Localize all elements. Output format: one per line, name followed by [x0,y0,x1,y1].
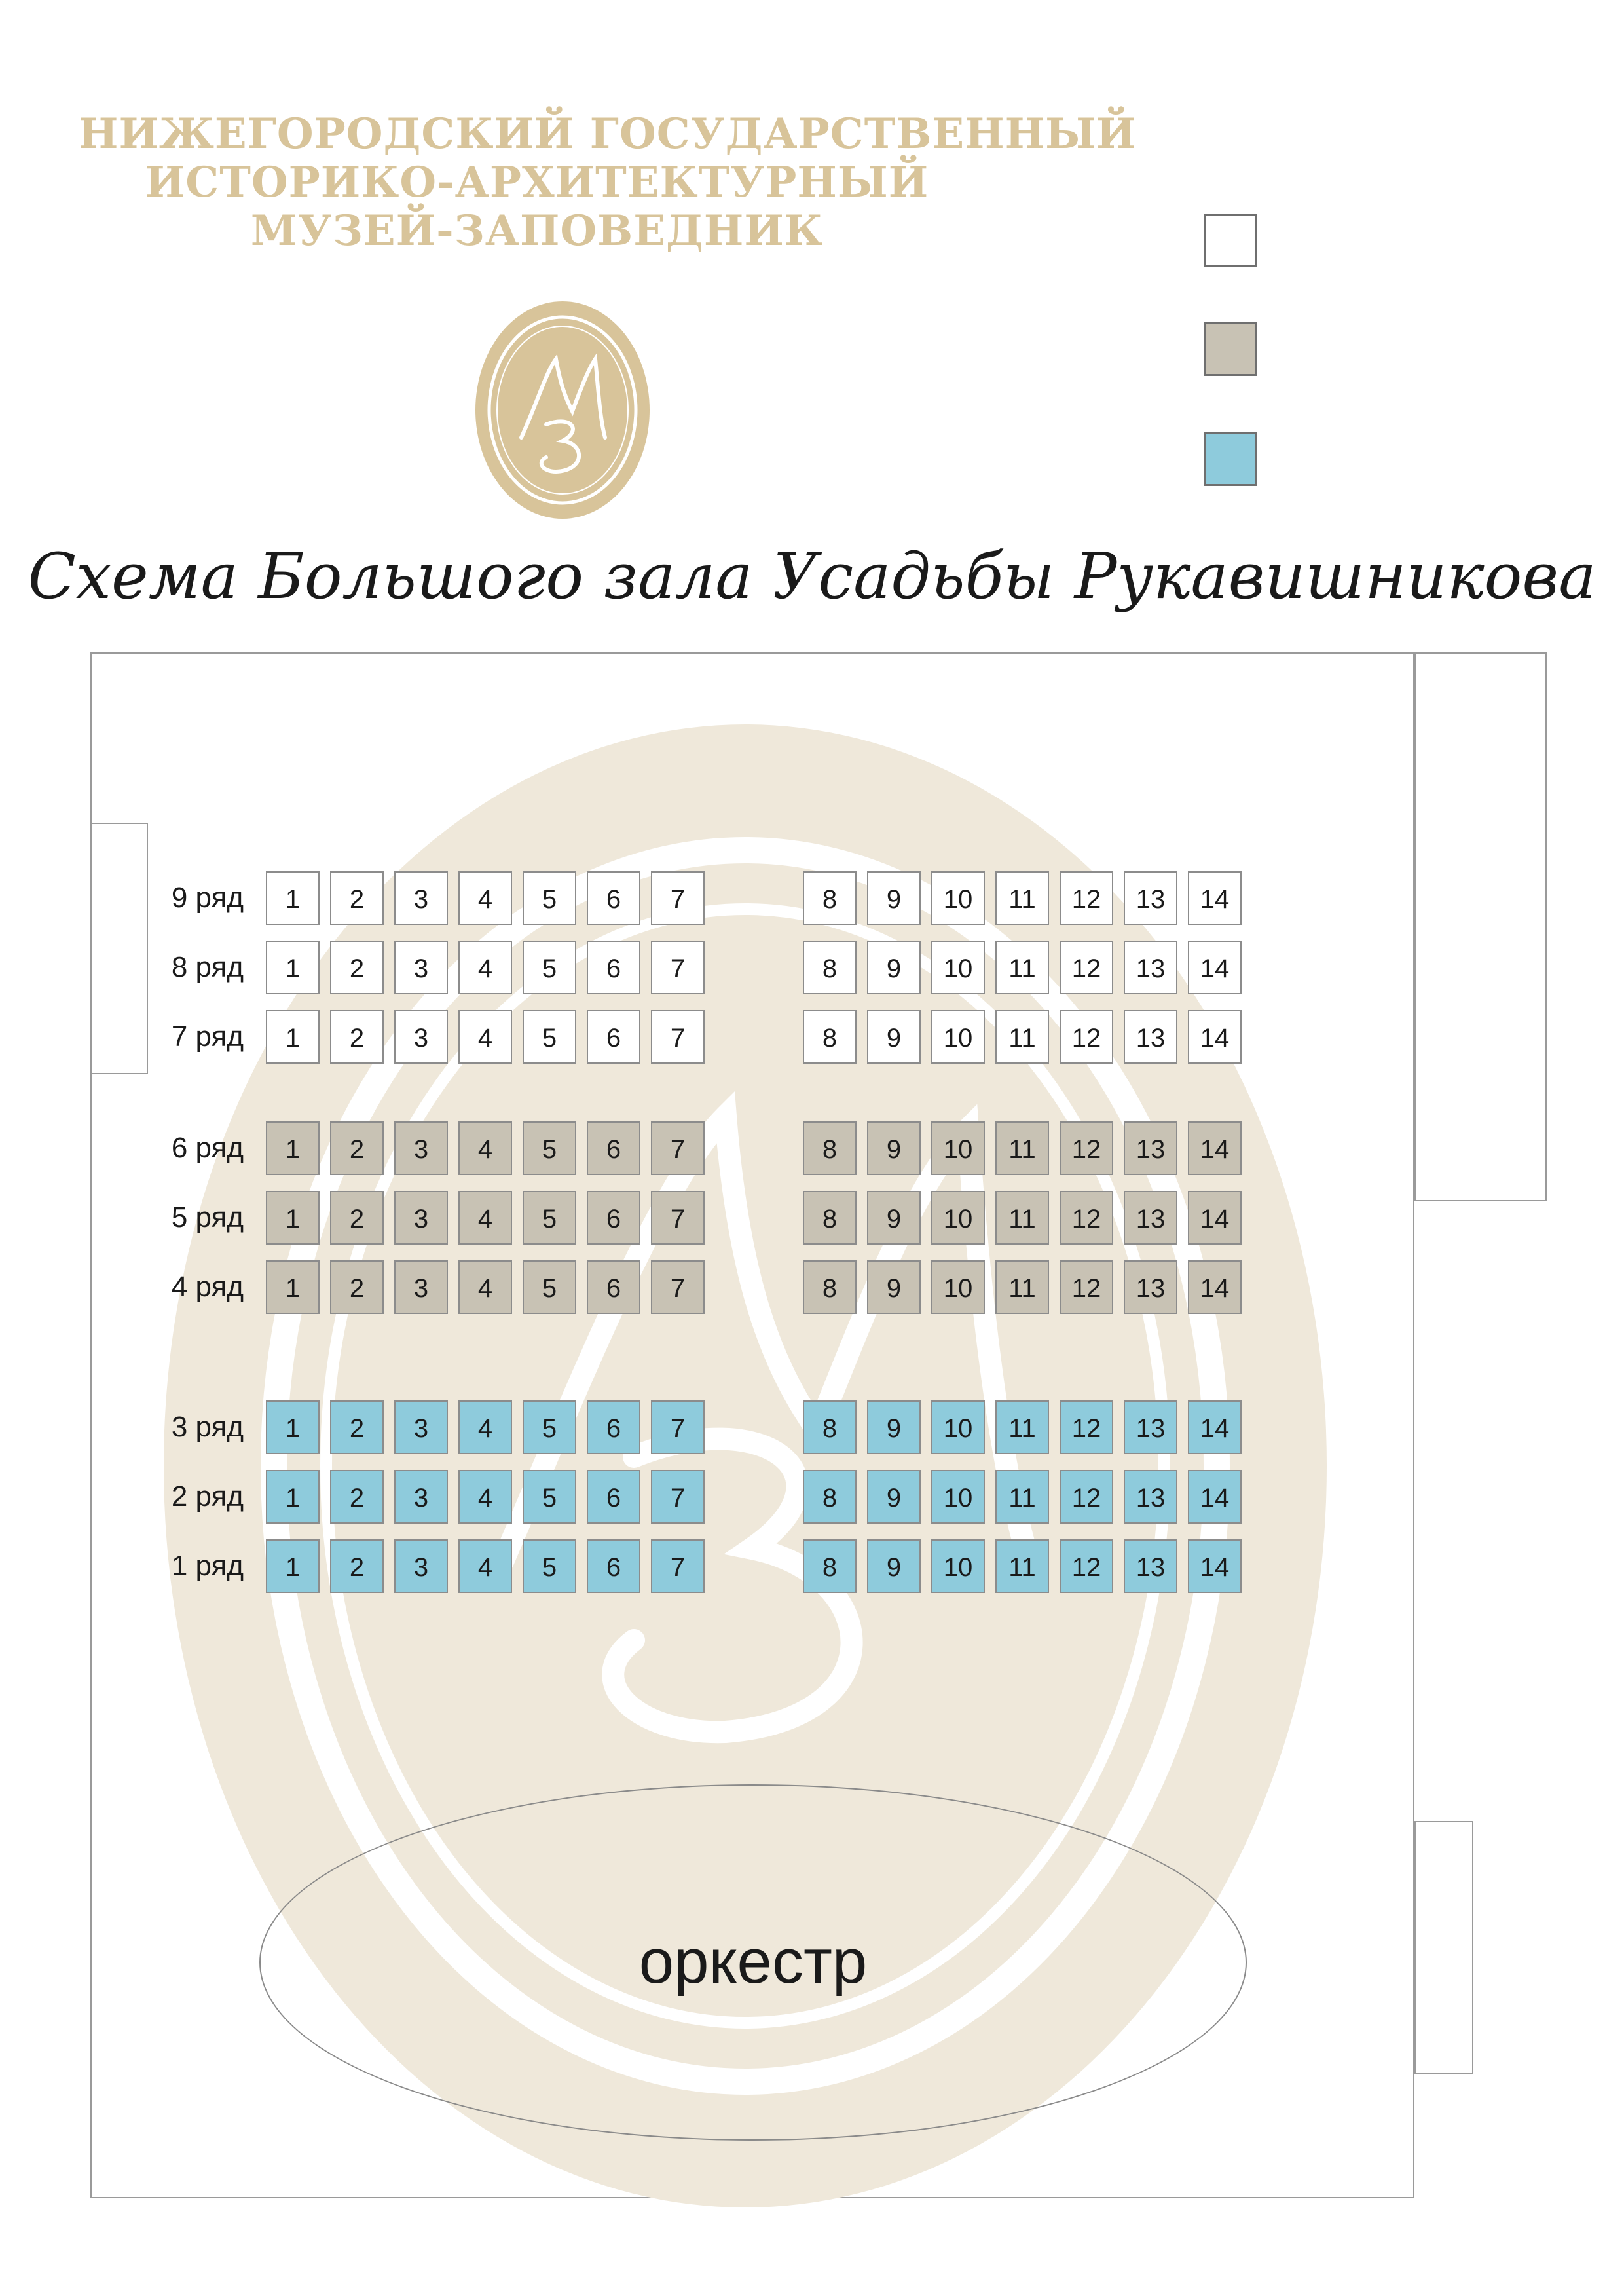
seat[interactable]: 6 [587,941,640,994]
museum-name [79,109,1137,255]
seat[interactable]: 12 [1060,1400,1113,1454]
seat[interactable]: 2 [330,1010,384,1064]
museum-name-line-1: НИЖЕГОРОДСКИЙ ГОСУДАРСТВЕННЫЙ [79,109,1137,159]
seat[interactable]: 13 [1124,871,1177,925]
seat[interactable]: 4 [458,941,512,994]
seat[interactable]: 10 [931,1400,985,1454]
seat[interactable]: 12 [1060,1010,1113,1064]
seat[interactable]: 5 [523,1400,576,1454]
row-label: 9 ряд [171,882,244,914]
seat[interactable]: 7 [651,871,705,925]
row-label: 1 ряд [171,1550,244,1582]
museum-logo [474,300,651,520]
seat[interactable]: 13 [1124,941,1177,994]
seat[interactable]: 1 [266,1539,320,1593]
seat[interactable]: 2 [330,1400,384,1454]
seat[interactable]: 4 [458,1010,512,1064]
seat[interactable]: 4 [458,1191,512,1245]
seat[interactable]: 14 [1188,1121,1242,1175]
seat[interactable]: 13 [1124,1121,1177,1175]
seat[interactable]: 1 [266,1121,320,1175]
seat[interactable]: 7 [651,941,705,994]
seat[interactable]: 14 [1188,1010,1242,1064]
seat[interactable]: 13 [1124,1010,1177,1064]
seat[interactable]: 7 [651,1260,705,1314]
seat[interactable]: 4 [458,1400,512,1454]
seat[interactable]: 6 [587,871,640,925]
seat[interactable]: 9 [867,941,921,994]
seat[interactable]: 5 [523,941,576,994]
seat[interactable]: 5 [523,1121,576,1175]
row-label: 3 ряд [171,1411,244,1443]
seat[interactable]: 14 [1188,1539,1242,1593]
seat[interactable]: 8 [803,1121,857,1175]
door-right-top [1414,652,1547,1201]
row-label: 7 ряд [171,1021,244,1053]
seat[interactable]: 12 [1060,1121,1113,1175]
seat[interactable]: 5 [523,1260,576,1314]
seat[interactable]: 6 [587,1400,640,1454]
seat[interactable]: 11 [995,1400,1049,1454]
seat[interactable]: 11 [995,1010,1049,1064]
seat[interactable]: 2 [330,1260,384,1314]
seat[interactable]: 8 [803,1191,857,1245]
seat[interactable]: 10 [931,1010,985,1064]
seat[interactable]: 8 [803,1260,857,1314]
page-title: Схема Большого зала Усадьбы Рукавишникова [28,540,1596,613]
seat[interactable]: 12 [1060,1539,1113,1593]
seat[interactable]: 7 [651,1191,705,1245]
row-label: 4 ряд [171,1271,244,1303]
seat[interactable]: 3 [394,1470,448,1524]
seat[interactable]: 11 [995,1191,1049,1245]
seat[interactable]: 3 [394,1010,448,1064]
seat[interactable]: 8 [803,1400,857,1454]
seat[interactable]: 3 [394,1539,448,1593]
seat[interactable]: 4 [458,871,512,925]
seat[interactable]: 13 [1124,1260,1177,1314]
seat[interactable]: 11 [995,1539,1049,1593]
seat[interactable]: 14 [1188,871,1242,925]
seat[interactable]: 10 [931,871,985,925]
seat[interactable]: 7 [651,1400,705,1454]
seat[interactable]: 2 [330,1539,384,1593]
seat[interactable]: 5 [523,1539,576,1593]
seat[interactable]: 1 [266,1010,320,1064]
seat[interactable]: 11 [995,871,1049,925]
seat[interactable]: 8 [803,941,857,994]
seat[interactable]: 2 [330,1470,384,1524]
seat[interactable]: 10 [931,1121,985,1175]
legend-swatch-blue [1204,432,1257,486]
seat[interactable]: 12 [1060,1470,1113,1524]
seat[interactable]: 3 [394,941,448,994]
seat[interactable]: 9 [867,1400,921,1454]
seat[interactable]: 3 [394,871,448,925]
seat[interactable]: 13 [1124,1539,1177,1593]
seat[interactable]: 5 [523,1010,576,1064]
seat[interactable]: 1 [266,1191,320,1245]
door-right-bottom [1414,1821,1473,2074]
seat[interactable]: 9 [867,1010,921,1064]
seat[interactable]: 3 [394,1260,448,1314]
seat[interactable]: 6 [587,1539,640,1593]
seat[interactable]: 3 [394,1121,448,1175]
seat[interactable]: 4 [458,1539,512,1593]
seat[interactable]: 8 [803,871,857,925]
seat[interactable]: 14 [1188,1260,1242,1314]
seat[interactable]: 9 [867,1470,921,1524]
seat[interactable]: 2 [330,871,384,925]
seat[interactable]: 7 [651,1470,705,1524]
seat[interactable]: 3 [394,1191,448,1245]
seat[interactable]: 10 [931,941,985,994]
seat[interactable]: 6 [587,1470,640,1524]
seat[interactable]: 12 [1060,941,1113,994]
seat[interactable]: 2 [330,1121,384,1175]
seat[interactable]: 9 [867,1121,921,1175]
seat[interactable]: 2 [330,1191,384,1245]
seat[interactable]: 8 [803,1010,857,1064]
seat[interactable]: 8 [803,1539,857,1593]
seat[interactable]: 13 [1124,1470,1177,1524]
seat[interactable]: 7 [651,1121,705,1175]
seat[interactable]: 7 [651,1010,705,1064]
seat[interactable]: 12 [1060,1260,1113,1314]
seat[interactable]: 12 [1060,1191,1113,1245]
orchestra-label: оркестр [638,1926,868,1997]
seat[interactable]: 7 [651,1539,705,1593]
seat[interactable]: 14 [1188,1470,1242,1524]
seat[interactable]: 5 [523,1470,576,1524]
seat[interactable]: 6 [587,1010,640,1064]
seat[interactable]: 11 [995,1470,1049,1524]
seat[interactable]: 9 [867,871,921,925]
seat[interactable]: 1 [266,1470,320,1524]
seat[interactable]: 2 [330,941,384,994]
seat[interactable]: 14 [1188,1400,1242,1454]
seat[interactable]: 9 [867,1539,921,1593]
seat[interactable]: 14 [1188,1191,1242,1245]
seat[interactable]: 10 [931,1470,985,1524]
seat[interactable]: 11 [995,1121,1049,1175]
row-label: 6 ряд [171,1132,244,1164]
row-label: 5 ряд [171,1201,244,1233]
row-label: 2 ряд [171,1480,244,1512]
seat[interactable]: 4 [458,1121,512,1175]
seat[interactable]: 11 [995,941,1049,994]
seat[interactable]: 1 [266,1260,320,1314]
seat[interactable]: 5 [523,871,576,925]
seat[interactable]: 12 [1060,871,1113,925]
seat[interactable]: 1 [266,941,320,994]
seat[interactable]: 4 [458,1260,512,1314]
seat[interactable]: 14 [1188,941,1242,994]
seat[interactable]: 6 [587,1260,640,1314]
museum-name-line-2: ИСТОРИКО-АРХИТЕКТУРНЫЙ [145,158,929,207]
seat[interactable]: 9 [867,1260,921,1314]
seat[interactable]: 6 [587,1191,640,1245]
seat[interactable]: 10 [931,1539,985,1593]
seat[interactable]: 3 [394,1400,448,1454]
seat[interactable]: 13 [1124,1400,1177,1454]
row-label: 8 ряд [171,951,244,983]
seat[interactable]: 4 [458,1470,512,1524]
seat[interactable]: 1 [266,1400,320,1454]
seat[interactable]: 9 [867,1191,921,1245]
seat[interactable]: 13 [1124,1191,1177,1245]
seat[interactable]: 10 [931,1260,985,1314]
museum-name-line-3: МУЗЕЙ-ЗАПОВЕДНИК [250,206,824,255]
legend-swatch-gray [1204,322,1257,376]
seat[interactable]: 11 [995,1260,1049,1314]
seat[interactable]: 1 [266,871,320,925]
seat[interactable]: 8 [803,1470,857,1524]
seat[interactable]: 5 [523,1191,576,1245]
seat[interactable]: 10 [931,1191,985,1245]
seat[interactable]: 6 [587,1121,640,1175]
legend-swatch-white [1204,214,1257,267]
